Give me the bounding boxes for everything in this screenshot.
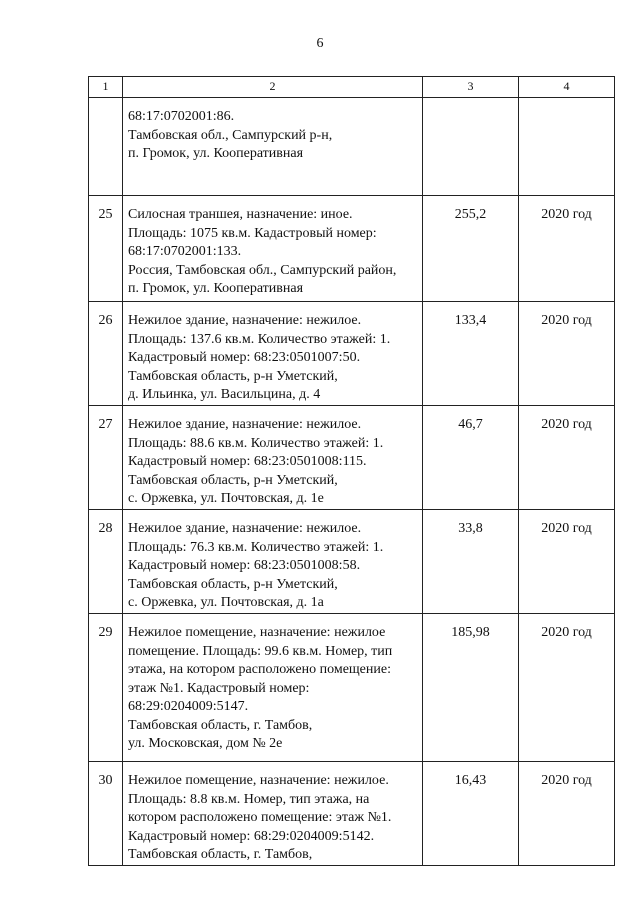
- row-number: 28: [89, 510, 123, 614]
- row-description: Нежилое помещение, назначение: нежилое помещение. Площадь: 99.6 кв.м. Номер, тип этажа, на котором расположено помещение: этаж №1. Кадастровый номер: 68:29:0204009:5147. Тамбовская область, г. Тамбов, ул. Московская, дом № 2е: [123, 614, 423, 762]
- table-row: [89, 302, 615, 406]
- row-number: 25: [89, 196, 123, 302]
- row-description: Нежилое здание, назначение: нежилое. Площадь: 88.6 кв.м. Количество этажей: 1. Кадастровый номер: 68:23:0501008:115. Тамбовская область, р-н Уметский, с. Оржевка, ул. Почтовская, д. 1е: [123, 406, 423, 510]
- table-row: [89, 406, 615, 510]
- row-year: [519, 98, 615, 196]
- row-number: 27: [89, 406, 123, 510]
- row-description: Нежилое помещение, назначение: нежилое. Площадь: 8.8 кв.м. Номер, тип этажа, на котором расположено помещение: этаж №1. Кадастровый номер: 68:29:0204009:5142. Тамбовская область, г. Тамбов,: [123, 762, 423, 866]
- column-header: 2: [123, 77, 423, 98]
- row-year: 2020 год: [519, 302, 615, 406]
- row-year: 2020 год: [519, 762, 615, 866]
- row-number: 26: [89, 302, 123, 406]
- row-description: 68:17:0702001:86. Тамбовская обл., Сампурский р-н, п. Громок, ул. Кооперативная: [123, 98, 423, 196]
- table-row: [89, 98, 615, 196]
- row-number: 30: [89, 762, 123, 866]
- row-area: 255,2: [423, 196, 519, 302]
- column-header: 1: [89, 77, 123, 98]
- row-year: 2020 год: [519, 196, 615, 302]
- row-area: 16,43: [423, 762, 519, 866]
- table-row: [89, 762, 615, 866]
- row-description: Нежилое здание, назначение: нежилое. Площадь: 76.3 кв.м. Количество этажей: 1. Кадастровый номер: 68:23:0501008:58. Тамбовская область, р-н Уметский, с. Оржевка, ул. Почтовская, д. 1а: [123, 510, 423, 614]
- row-description: Нежилое здание, назначение: нежилое. Площадь: 137.6 кв.м. Количество этажей: 1. Кадастровый номер: 68:23:0501007:50. Тамбовская область, р-н Уметский, д. Ильинка, ул. Васильцина, д. 4: [123, 302, 423, 406]
- column-header: 3: [423, 77, 519, 98]
- table-header-row: [89, 77, 615, 98]
- row-area: 46,7: [423, 406, 519, 510]
- row-area: 185,98: [423, 614, 519, 762]
- row-year: 2020 год: [519, 406, 615, 510]
- row-area: 33,8: [423, 510, 519, 614]
- table-row: [89, 510, 615, 614]
- column-header: 4: [519, 77, 615, 98]
- row-year: 2020 год: [519, 614, 615, 762]
- row-area: 133,4: [423, 302, 519, 406]
- table-row: [89, 614, 615, 762]
- row-number: 29: [89, 614, 123, 762]
- page-number: 6: [316, 36, 324, 51]
- property-table: [88, 76, 615, 866]
- row-description: Силосная траншея, назначение: иное. Площадь: 1075 кв.м. Кадастровый номер: 68:17:0702001:133. Россия, Тамбовская обл., Сампурский район, п. Громок, ул. Кооперативная: [123, 196, 423, 302]
- row-number: [89, 98, 123, 196]
- row-area: [423, 98, 519, 196]
- row-year: 2020 год: [519, 510, 615, 614]
- table-row: [89, 196, 615, 302]
